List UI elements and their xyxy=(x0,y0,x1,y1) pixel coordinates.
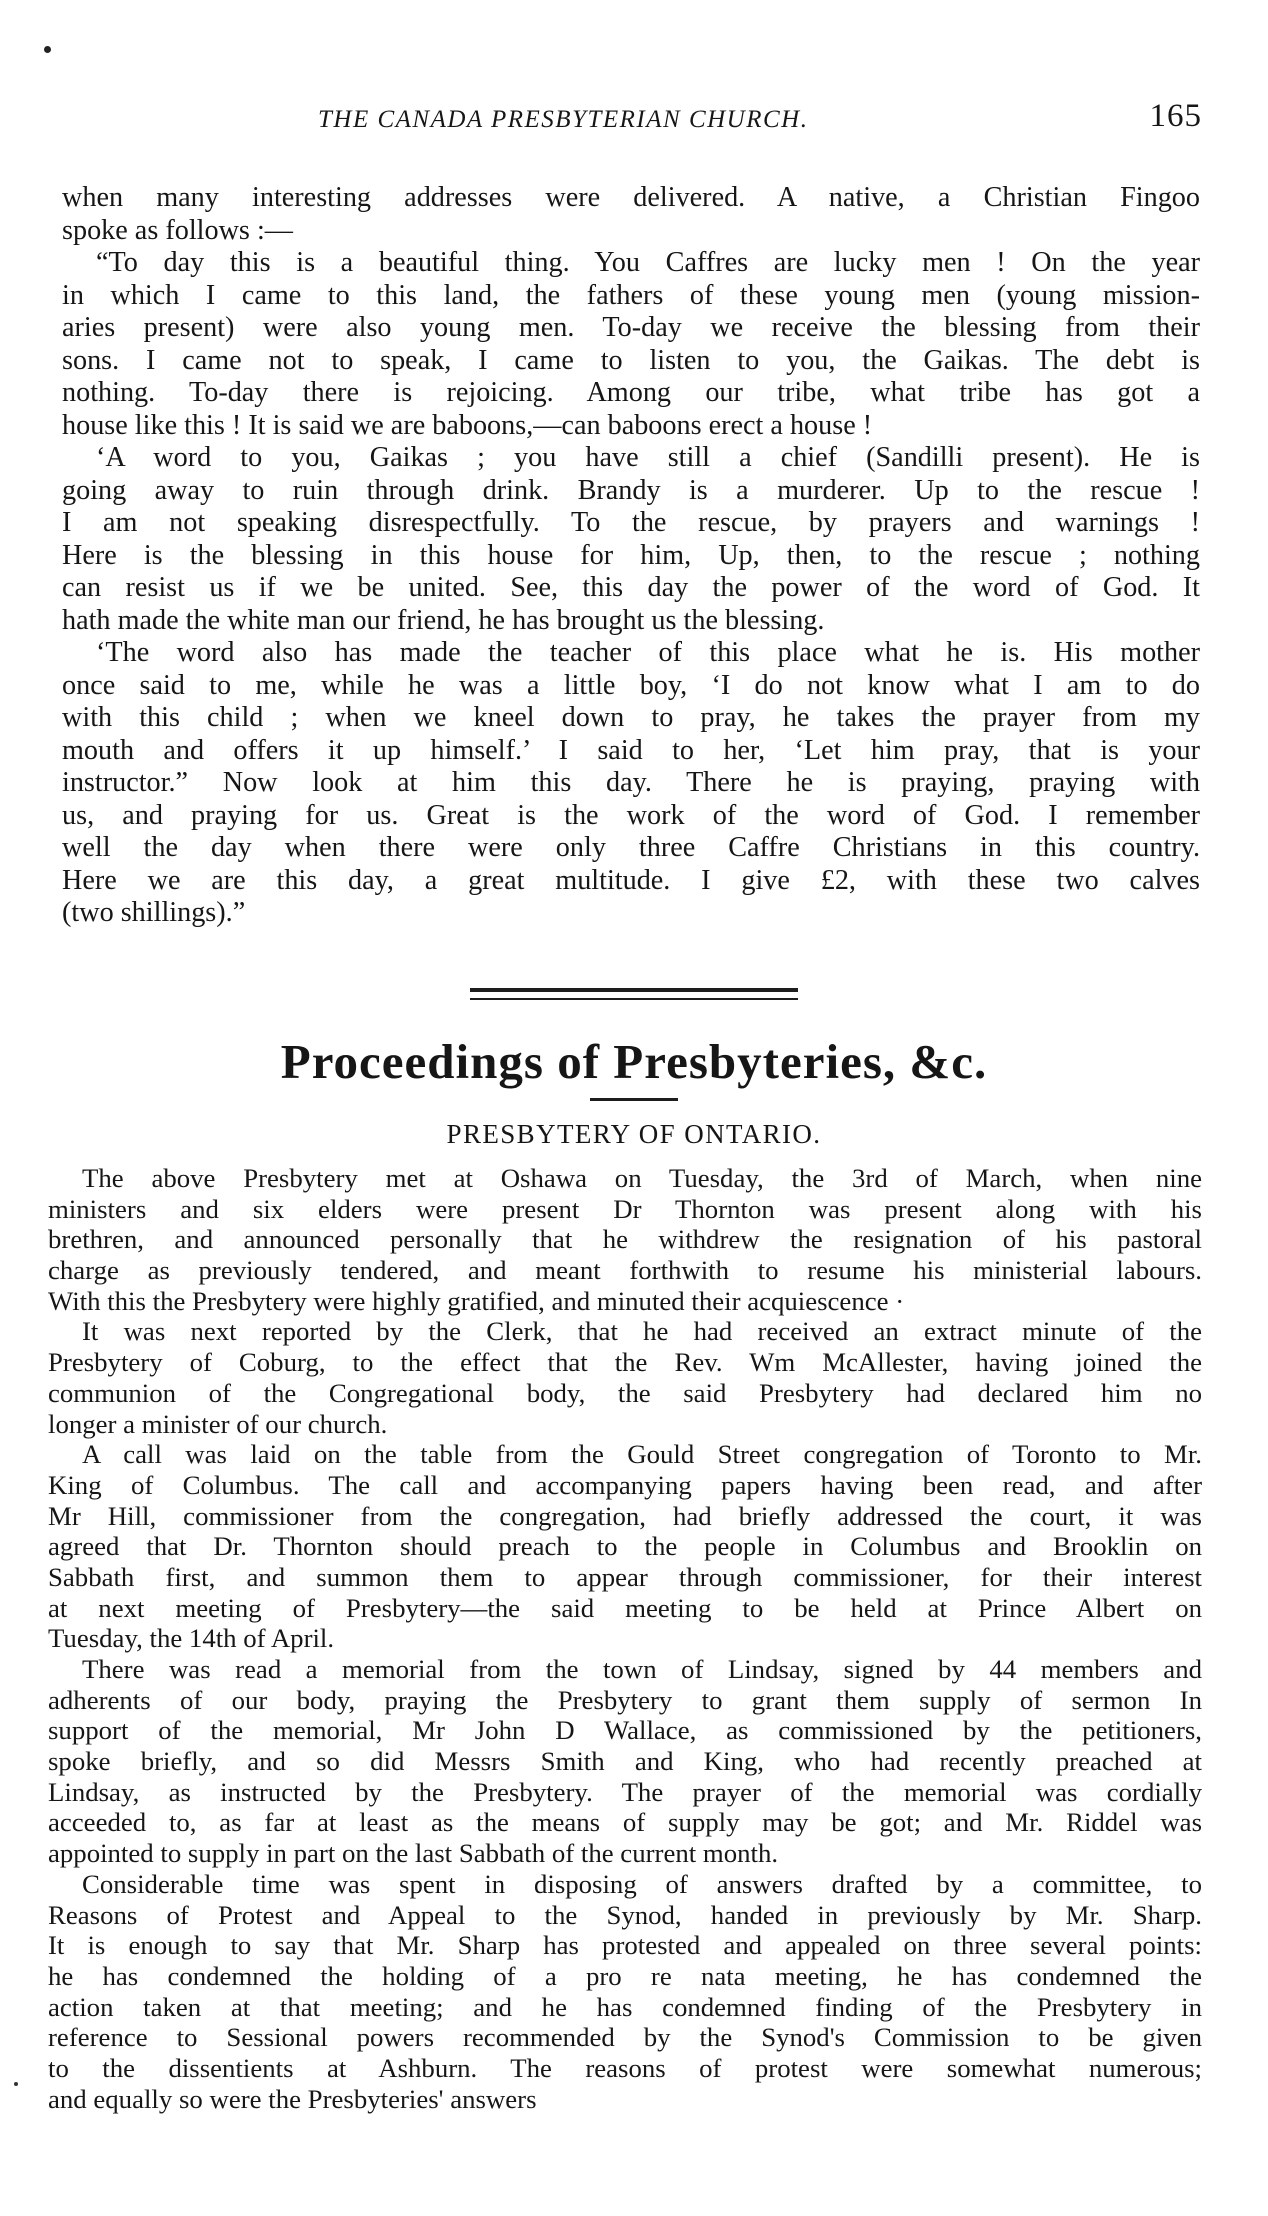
section-title: Proceedings of Presbyteries, &c. xyxy=(280,1034,988,1089)
running-head: THE CANADA PRESBYTERIAN CHURCH. xyxy=(318,106,809,133)
text-line: There was read a memorial from the town of Lindsay, signed by 44 members and xyxy=(82,1654,1202,1684)
text-line: communion of the Congregational body, the said Presbytery had declared him no xyxy=(48,1377,1202,1408)
text-line: us, and praying for us. Great is the work of the word of God. I remember xyxy=(62,799,1200,831)
text-line: he has condemned the holding of a pro re nata meeting, he has condemned the xyxy=(48,1960,1202,1991)
text-line: reference to Sessional powers recommended by the Synod's Commission to be given xyxy=(48,2022,1202,2053)
text-line: acceeded to, as far at least as the means of supply may be got; and Mr. Riddel was xyxy=(48,1807,1202,1838)
text-line: With this the Presbytery were highly gratified, and minuted their acquiescence · xyxy=(48,1285,905,1316)
text-line: “To day this is a beautiful thing. You Caffres are lucky men ! On the year xyxy=(96,247,1200,278)
text-line: can resist us if we be united. See, this day the power of the word of God. It xyxy=(62,572,1200,603)
page-number: 165 xyxy=(1149,98,1202,134)
text-line: spoke briefly, and so did Messrs Smith and King, who had recently preached at xyxy=(48,1746,1202,1777)
page-header xyxy=(318,98,1202,142)
text-line: (two shillings).” xyxy=(62,897,246,928)
margin-dot-mark xyxy=(14,2082,18,2086)
text-line: sons. I came not to speak, I came to listen to you, the Gaikas. The debt is xyxy=(62,344,1200,376)
text-line: aries present) were also young men. To-day we receive the blessing from their xyxy=(62,312,1200,343)
text-line: ministers and six elders were present Dr Thornton was present along with his xyxy=(48,1193,1202,1224)
text-line: It was next reported by the Clerk, that he had received an extract minute of the xyxy=(82,1316,1202,1347)
text-line: mouth and offers it up himself.’ I said to her, ‘Let him pray, that is your xyxy=(62,734,1200,766)
text-line: Lindsay, as instructed by the Presbytery. The prayer of the memorial was cordially xyxy=(48,1776,1202,1807)
text-line: hath made the white man our friend, he has brought us the blessing. xyxy=(62,604,825,636)
text-line: in which I came to this land, the fathers of these young men (young mission- xyxy=(62,279,1200,311)
text-line: agreed that Dr. Thornton should preach to the people in Columbus and Brooklin on xyxy=(48,1531,1202,1562)
text-line: and equally so were the Presbyteries' answers xyxy=(48,2083,537,2114)
text-line: ‘The word also has made the teacher of this place what he is. His mother xyxy=(96,637,1200,668)
text-line: I am not speaking disrespectfully. To the rescue, by prayers and warnings ! xyxy=(62,507,1200,538)
text-line: when many interesting addresses were delivered. A native, a Christian Fingoo xyxy=(62,182,1200,213)
title-divider xyxy=(590,1098,678,1101)
text-line: Presbytery of Coburg, to the effect that the Rev. Wm McAllester, having joined the xyxy=(48,1347,1202,1378)
text-line: with this child ; when we kneel down to pray, he takes the prayer from my xyxy=(62,702,1200,733)
divider-rule xyxy=(470,988,798,992)
text-line: It is enough to say that Mr. Sharp has protested and appealed on three several points: xyxy=(48,1930,1202,1961)
text-line: charge as previously tendered, and meant forthwith to resume his ministerial labours. xyxy=(48,1255,1202,1286)
text-line: spoke as follows :— xyxy=(62,214,293,246)
text-line: once said to me, while he was a little boy, ‘I do not know what I am to do xyxy=(62,669,1200,701)
text-line: Considerable time was spent in disposing of answers drafted by a committee, to xyxy=(82,1868,1202,1899)
text-line: instructor.” Now look at him this day. There he is praying, praying with xyxy=(62,767,1200,798)
text-line: action taken at that meeting; and he has condemned finding of the Presbytery in xyxy=(48,1991,1202,2022)
double-rule-divider xyxy=(470,988,798,1004)
text-line: appointed to supply in part on the last Sabbath of the current month. xyxy=(48,1838,779,1869)
text-line: adherents of our body, praying the Presbytery to grant them supply of sermon In xyxy=(48,1684,1202,1715)
text-line: A call was laid on the table from the Gould Street congregation of Toronto to Mr. xyxy=(82,1439,1202,1470)
text-line: nothing. To-day there is rejoicing. Among our tribe, what tribe has got a xyxy=(62,377,1200,408)
text-line: Here is the blessing in this house for him, Up, then, to the rescue ; nothing xyxy=(62,539,1200,571)
text-line: house like this ! It is said we are baboons,—can baboons erect a house ! xyxy=(62,409,873,441)
mission-address-text xyxy=(62,182,1200,930)
text-line: support of the memorial, Mr John D Wallace, as commissioned by the petitioners, xyxy=(48,1715,1202,1746)
text-line: well the day when there were only three Caffre Christians in this country. xyxy=(62,832,1200,863)
text-line: brethren, and announced personally that he withdrew the resignation of his pastoral xyxy=(48,1224,1202,1255)
text-line: Reasons of Protest and Appeal to the Synod, handed in previously by Mr. Sharp. xyxy=(48,1899,1202,1930)
text-line: ‘A word to you, Gaikas ; you have still a chief (Sandilli present). He is xyxy=(96,442,1200,473)
text-line: King of Columbus. The call and accompanying papers having been read, and after xyxy=(48,1469,1202,1500)
presbytery-report-text xyxy=(48,1163,1202,2114)
text-line: The above Presbytery met at Oshawa on Tuesday, the 3rd of March, when nine xyxy=(82,1163,1202,1193)
text-line: Mr Hill, commissioner from the congregation, had briefly addressed the court, it was xyxy=(48,1500,1202,1531)
text-line: Sabbath first, and summon them to appear through commissioner, for their interest xyxy=(48,1561,1202,1592)
text-line: going away to ruin through drink. Brandy is a murderer. Up to the rescue ! xyxy=(62,474,1200,506)
presbytery-heading: PRESBYTERY OF ONTARIO. xyxy=(446,1119,822,1149)
divider-rule xyxy=(470,998,798,1000)
text-line: Tuesday, the 14th of April. xyxy=(48,1623,335,1654)
text-line: Here we are this day, a great multitude. I give £2, with these two calves xyxy=(62,864,1200,896)
text-line: to the dissentients at Ashburn. The reasons of protest were somewhat numerous; xyxy=(48,2052,1202,2083)
printer-dot-mark xyxy=(44,46,51,53)
text-line: longer a minister of our church. xyxy=(48,1408,388,1439)
text-line: at next meeting of Presbytery—the said meeting to be held at Prince Albert on xyxy=(48,1592,1202,1623)
